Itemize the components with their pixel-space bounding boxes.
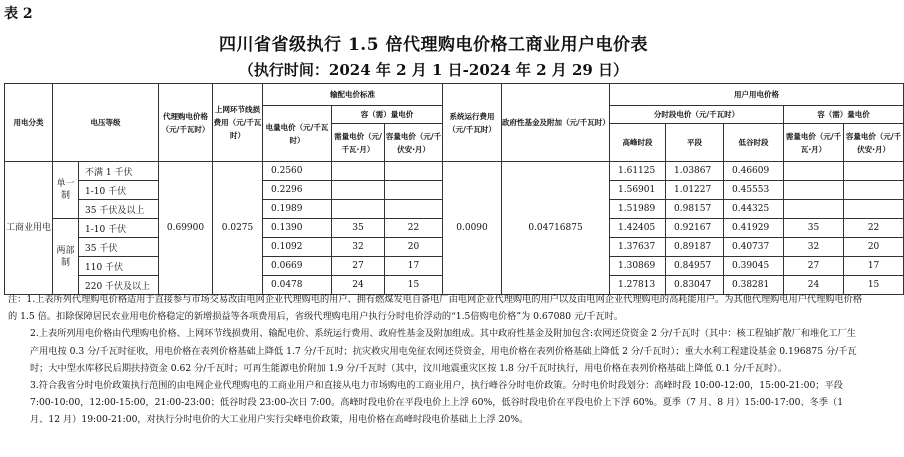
header-tou-group: 分时段电价（元/千瓦时） xyxy=(610,106,784,124)
user-demand-cell xyxy=(784,200,844,219)
capacity-price-cell: 17 xyxy=(385,257,443,276)
energy-price-cell: 0.1989 xyxy=(263,200,332,219)
notes xyxy=(8,291,863,429)
header-flat: 平段 xyxy=(666,124,724,162)
header-agency-price: 代理购电价格（元/千瓦时） xyxy=(159,84,213,162)
valley-cell: 0.38281 xyxy=(724,276,784,295)
user-capacity-cell xyxy=(844,162,904,181)
header-capacity-price: 容量电价（元/千伏安·月） xyxy=(385,124,443,162)
demand-price-cell xyxy=(332,181,385,200)
header-energy-price: 电量电价（元/千瓦时） xyxy=(263,106,332,162)
valley-cell: 0.45553 xyxy=(724,181,784,200)
energy-price-cell: 0.1390 xyxy=(263,219,332,238)
header-peak: 高峰时段 xyxy=(610,124,666,162)
voltage-tier: 35 千伏 xyxy=(79,238,159,257)
flat-cell: 0.89187 xyxy=(666,238,724,257)
agency-price-cell: 0.69900 xyxy=(159,162,213,295)
flat-cell: 0.92167 xyxy=(666,219,724,238)
note-2: 2.上表所列用电价格由代理购电价格、上网环节线损费用、输配电价、系统运行费用、政府性基金及附加组成。其中政府性基金及附加包含:农网还贷资金 2 分/千瓦时（其中：核工程铀扩散厂和堆化工厂生产用电按 0.3 分/千瓦时征收，用电价格在表列价格基础上降低 1.7 分/千瓦时；抗灾救灾用电免征农网还贷资金，用电价格在表列价格基础上降低 2 分/千瓦时）；重大水利工程建设基金 0.196875 分/千瓦时；大中型水库移民后期扶持资金 0.62 分/千瓦时；可再生能源电价附加 1.9 分/千瓦时（其中，汶川地震重灾区按 1.8 分/千瓦时执行，用电价格在表列价格基础上降低 0.1 分/千瓦时）。 xyxy=(30,328,857,374)
flat-cell: 1.03867 xyxy=(666,162,724,181)
user-capacity-cell: 22 xyxy=(844,219,904,238)
peak-cell: 1.51989 xyxy=(610,200,666,219)
user-demand-cell: 35 xyxy=(784,219,844,238)
capacity-price-cell: 22 xyxy=(385,219,443,238)
flat-cell: 0.84957 xyxy=(666,257,724,276)
header-gov-fund: 政府性基金及附加（元/千瓦时） xyxy=(502,84,610,162)
group-two-part-cell: 两部制 xyxy=(53,219,79,295)
voltage-tier: 35 千伏及以上 xyxy=(79,200,159,219)
header-system-cost: 系统运行费用（元/千瓦时） xyxy=(443,84,502,162)
valley-cell: 0.44325 xyxy=(724,200,784,219)
capacity-price-cell: 15 xyxy=(385,276,443,295)
valley-cell: 0.40737 xyxy=(724,238,784,257)
valley-cell: 0.39045 xyxy=(724,257,784,276)
header-demand-price: 需量电价（元/千瓦·月） xyxy=(332,124,385,162)
note-1: 注：1.上表所列代理购电价格适用于直接参与市场交易改由电网企业代理购电的用户、拥有燃煤发电自备电厂由电网企业代理购电的用户以及由电网企业代理购电的高耗能用户。为其他代理购电用户代理购电价格的 1.5 倍。扣除保障居民农业用电价格稳定的新增损益等各项费用后，省级代理购电用户执行分时电价浮动的“1.5倍购电价格”为 0.67080 元/千瓦时。 xyxy=(8,294,863,323)
flat-cell: 0.83047 xyxy=(666,276,724,295)
energy-price-cell: 0.0669 xyxy=(263,257,332,276)
user-capacity-cell xyxy=(844,181,904,200)
header-category: 用电分类 xyxy=(5,84,53,162)
table-row xyxy=(5,162,904,181)
peak-cell: 1.37637 xyxy=(610,238,666,257)
header-user-price: 用户用电价格 xyxy=(610,84,904,106)
valley-cell: 0.46609 xyxy=(724,162,784,181)
energy-price-cell: 0.2296 xyxy=(263,181,332,200)
user-demand-cell: 27 xyxy=(784,257,844,276)
valley-cell: 0.41929 xyxy=(724,219,784,238)
demand-price-cell xyxy=(332,200,385,219)
voltage-tier: 220 千伏及以上 xyxy=(79,276,159,295)
demand-price-cell xyxy=(332,162,385,181)
header-line-loss: 上网环节线损费用（元/千瓦时） xyxy=(213,84,263,162)
energy-price-cell: 0.0478 xyxy=(263,276,332,295)
header-user-capacity: 容量电价（元/千伏安·月） xyxy=(844,124,904,162)
demand-price-cell: 35 xyxy=(332,219,385,238)
peak-cell: 1.61125 xyxy=(610,162,666,181)
user-demand-cell: 24 xyxy=(784,276,844,295)
voltage-tier: 1-10 千伏 xyxy=(79,181,159,200)
note-3: 3.符合我省分时电价政策执行范围的由电网企业代理购电的工商业用户和直接从电力市场购电的工商业用户，执行峰谷分时电价政策。分时电价时段划分：高峰时段 10:00-12:00，15:00-21:00；平段 7:00-10:00，12:00-15:00，21:00-23:00；低谷时段 23:00-次日 7:00。高峰时段电价在平段电价上上浮 60%，低谷时段电价在平段电价上下浮 60%。夏季（7 月、8 月）15:00-17:00、冬季（1 月、12 月）19:00-21:00，对执行分时电价的大工业用户实行尖峰电价政策，用电价格在高峰时段电价基础上上浮 20%。 xyxy=(30,380,844,426)
group-single-cell: 单一制 xyxy=(53,162,79,219)
voltage-tier: 110 千伏 xyxy=(79,257,159,276)
gov-fund-cell: 0.04716875 xyxy=(502,162,610,295)
header-user-capacity-group: 容（需）量电价 xyxy=(784,106,904,124)
page-subtitle: （执行时间：2024 年 2 月 1 日-2024 年 2 月 29 日） xyxy=(238,61,629,79)
user-capacity-cell: 20 xyxy=(844,238,904,257)
user-capacity-cell: 15 xyxy=(844,276,904,295)
system-cost-cell: 0.0090 xyxy=(443,162,502,295)
energy-price-cell: 0.2560 xyxy=(263,162,332,181)
line-loss-cell: 0.0275 xyxy=(213,162,263,295)
header-valley: 低谷时段 xyxy=(724,124,784,162)
header-capacity-group: 容（需）量电价 xyxy=(332,106,443,124)
user-demand-cell xyxy=(784,162,844,181)
category-cell: 工商业用电 xyxy=(5,162,53,295)
user-demand-cell xyxy=(784,181,844,200)
user-demand-cell: 32 xyxy=(784,238,844,257)
peak-cell: 1.30869 xyxy=(610,257,666,276)
demand-price-cell: 32 xyxy=(332,238,385,257)
energy-price-cell: 0.1092 xyxy=(263,238,332,257)
peak-cell: 1.27813 xyxy=(610,276,666,295)
voltage-tier: 1-10 千伏 xyxy=(79,219,159,238)
voltage-tier: 不满 1 千伏 xyxy=(79,162,159,181)
demand-price-cell: 24 xyxy=(332,276,385,295)
flat-cell: 1.01227 xyxy=(666,181,724,200)
header-transmission: 输配电价标准 xyxy=(263,84,443,106)
user-capacity-cell xyxy=(844,200,904,219)
table-label: 表 2 xyxy=(4,6,33,22)
demand-price-cell: 27 xyxy=(332,257,385,276)
page-title: 四川省省级执行 1.5 倍代理购电价格工商业用户电价表 xyxy=(219,35,648,55)
header-user-demand: 需量电价（元/千瓦·月） xyxy=(784,124,844,162)
capacity-price-cell xyxy=(385,162,443,181)
capacity-price-cell xyxy=(385,181,443,200)
price-table xyxy=(4,83,904,295)
peak-cell: 1.42405 xyxy=(610,219,666,238)
capacity-price-cell: 20 xyxy=(385,238,443,257)
capacity-price-cell xyxy=(385,200,443,219)
user-capacity-cell: 17 xyxy=(844,257,904,276)
peak-cell: 1.56901 xyxy=(610,181,666,200)
header-voltage: 电压等级 xyxy=(53,84,159,162)
flat-cell: 0.98157 xyxy=(666,200,724,219)
